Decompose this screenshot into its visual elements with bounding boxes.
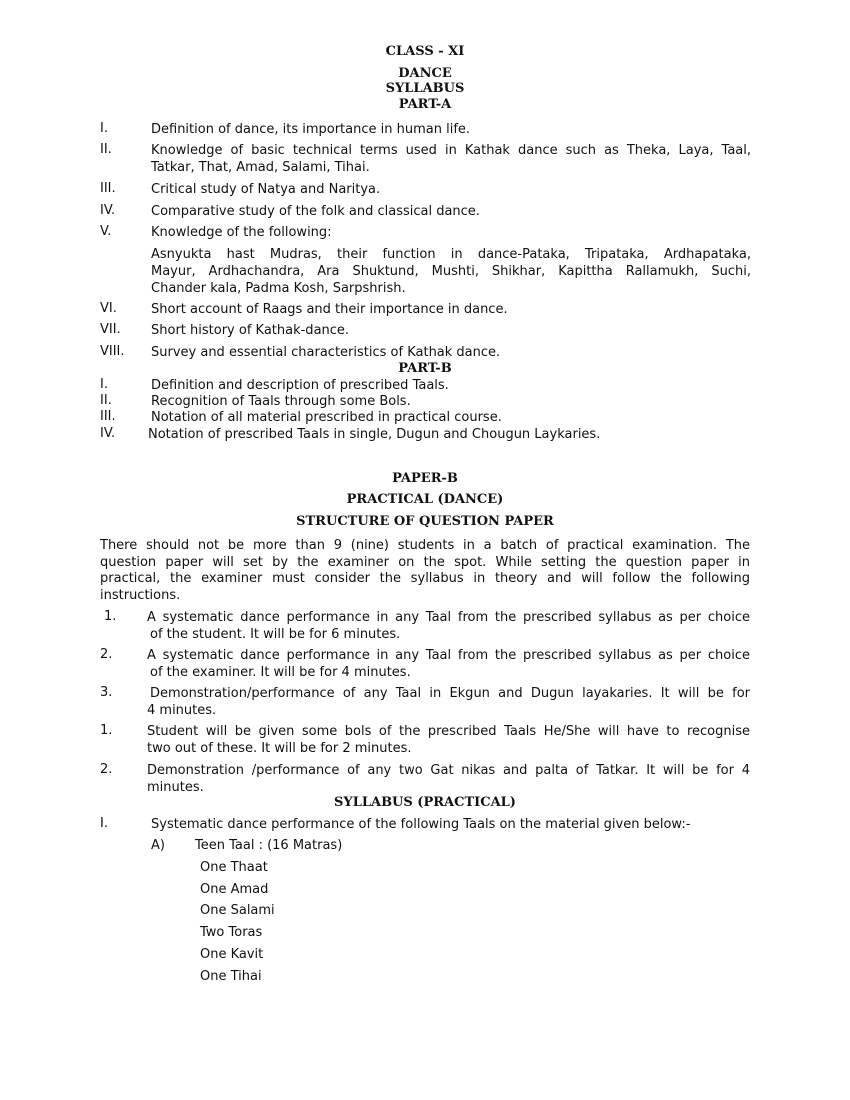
structure-heading: STRUCTURE OF QUESTION PAPER: [296, 514, 554, 529]
item-text: Mayur, Ardhachandra, Ara Shuktund, Mushti, Shikhar, Kapittha Rallamukh, Suchi,: [151, 264, 751, 279]
item-number: III.: [100, 181, 116, 196]
item-number: 1.: [100, 723, 113, 738]
material-item: One Tihai: [200, 969, 262, 984]
item-text: Short account of Raags and their importance in dance.: [151, 302, 508, 317]
item-text: minutes.: [147, 780, 204, 795]
item-number: IV.: [100, 426, 116, 441]
item-text: Knowledge of basic technical terms used in Kathak dance such as Theka, Laya, Taal,: [151, 143, 751, 158]
item-text: Critical study of Natya and Naritya.: [151, 182, 381, 197]
dance-heading: DANCE: [398, 66, 452, 81]
item-number: VI.: [100, 301, 117, 316]
item-number: V.: [100, 224, 112, 239]
item-text: Notation of prescribed Taals in single, Dugun and Chougun Laykaries.: [148, 427, 601, 442]
item-text: Recognition of Taals through some Bols.: [151, 394, 411, 409]
item-text: Notation of all material prescribed in practical course.: [151, 410, 502, 425]
item-number: II.: [100, 142, 112, 157]
item-number: II.: [100, 393, 112, 408]
paper-b-heading: PAPER-B: [392, 471, 458, 486]
item-text: A systematic dance performance in any Taal from the prescribed syllabus as per choice: [147, 610, 750, 625]
paragraph-line: question paper will set by the examiner on the spot. While setting the question paper in: [100, 554, 750, 570]
sub-item-label: A): [151, 838, 165, 853]
item-number: 1.: [104, 609, 117, 624]
syllabus-heading: SYLLABUS: [385, 81, 465, 96]
item-number: I.: [100, 377, 108, 392]
item-number: 2.: [100, 762, 113, 777]
item-text: of the student. It will be for 6 minutes.: [150, 627, 401, 642]
intro-paragraph: [100, 538, 750, 604]
syllabus-practical-heading: SYLLABUS (PRACTICAL): [334, 795, 516, 810]
sub-item-text: Teen Taal : (16 Matras): [195, 838, 343, 853]
item-text: Definition and description of prescribed Taals.: [151, 378, 449, 393]
material-item: One Amad: [200, 882, 269, 897]
practical-heading: PRACTICAL (DANCE): [346, 492, 504, 507]
item-text: Survey and essential characteristics of Kathak dance.: [151, 345, 501, 360]
item-text: A systematic dance performance in any Taal from the prescribed syllabus as per choice: [147, 648, 750, 663]
item-text: Chander kala, Padma Kosh, Sarpshrish.: [151, 281, 406, 296]
item-text: 4 minutes.: [147, 703, 217, 718]
item-text: of the examiner. It will be for 4 minutes.: [150, 665, 411, 680]
item-text: Definition of dance, its importance in human life.: [151, 122, 471, 137]
class-heading: CLASS - XI: [385, 44, 465, 59]
item-number: IV.: [100, 203, 116, 218]
item-text: Systematic dance performance of the following Taals on the material given below:-: [151, 817, 691, 832]
item-number: III.: [100, 409, 116, 424]
paragraph-line: There should not be more than 9 (nine) students in a batch of practical examination. The: [100, 538, 750, 553]
part-b-heading: PART-B: [398, 361, 452, 376]
material-item: One Kavit: [200, 947, 264, 962]
item-text: Comparative study of the folk and classical dance.: [151, 204, 480, 219]
paragraph-line: practical, the examiner must consider the syllabus in theory and will follow the following: [100, 571, 750, 586]
item-text: Short history of Kathak-dance.: [151, 323, 350, 338]
item-number: VIII.: [100, 344, 125, 359]
material-item: Two Toras: [200, 925, 263, 940]
item-number: 3.: [100, 685, 113, 700]
material-item: One Salami: [200, 903, 275, 918]
item-number: 2.: [100, 647, 113, 662]
paragraph-line: instructions.: [100, 587, 181, 603]
item-text: Demonstration /performance of any two Gat nikas and palta of Tatkar. It will be for 4: [147, 763, 750, 778]
item-number: I.: [100, 121, 108, 136]
item-text: Student will be given some bols of the prescribed Taals He/She will have to recognise: [147, 724, 750, 739]
item-number: VII.: [100, 322, 121, 337]
item-text: Tatkar, That, Amad, Salami, Tihai.: [151, 160, 370, 175]
item-text: Asnyukta hast Mudras, their function in dance-Pataka, Tripataka, Ardhapataka,: [151, 247, 751, 262]
item-number: I.: [100, 816, 108, 831]
item-text: two out of these. It will be for 2 minutes.: [147, 741, 412, 756]
item-text: Knowledge of the following:: [151, 225, 332, 240]
material-item: One Thaat: [200, 860, 268, 875]
part-a-heading: PART-A: [398, 97, 452, 112]
item-text: Demonstration/performance of any Taal in Ekgun and Dugun layakaries. It will be for: [150, 686, 750, 701]
